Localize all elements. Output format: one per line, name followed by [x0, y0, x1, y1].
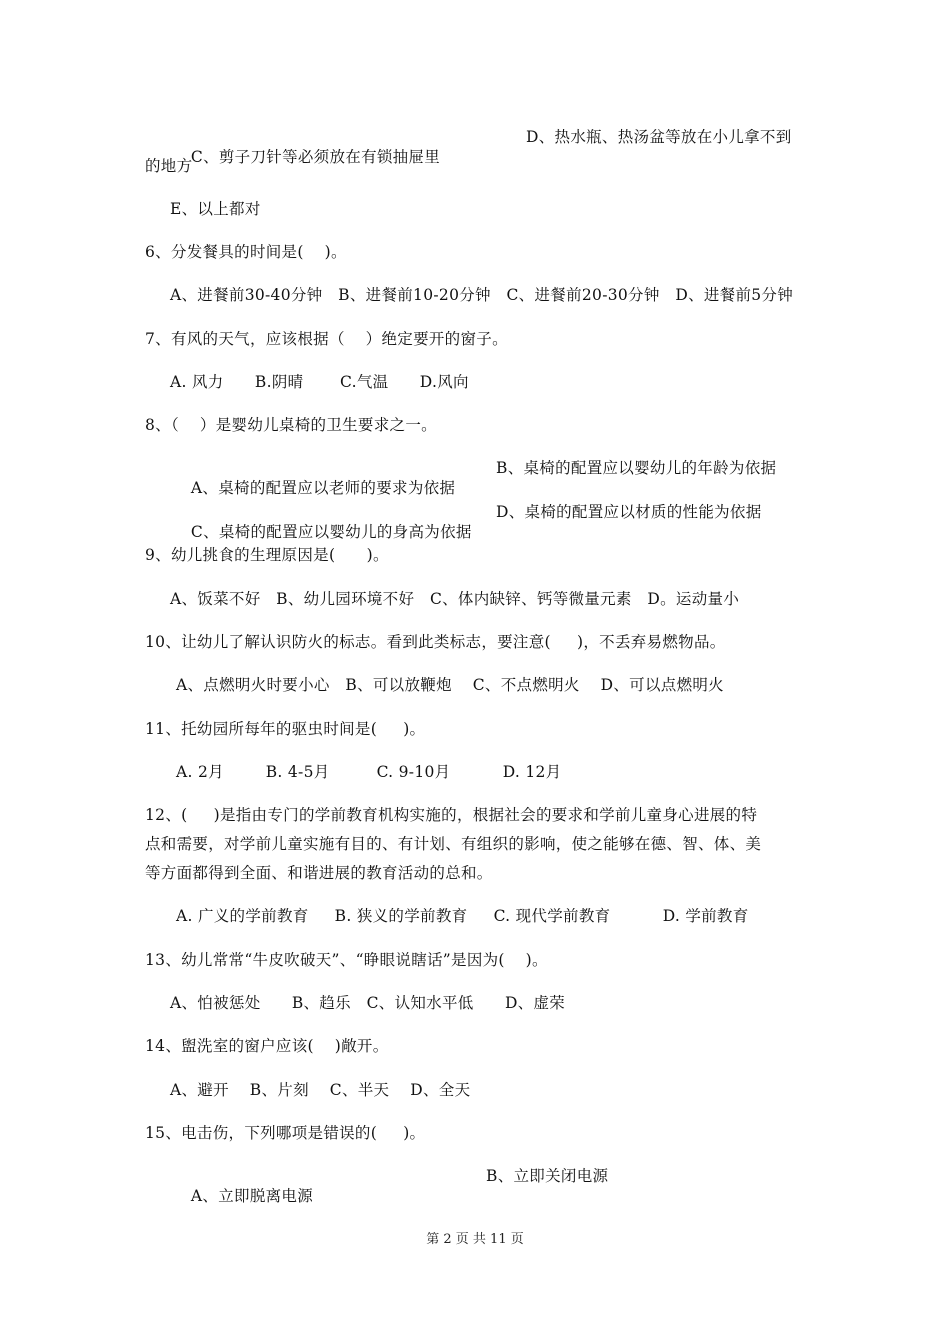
question-14-options: A、避开 B、片刻 C、半天 D、全天 [170, 1081, 471, 1099]
question-12-options: A. 广义的学前教育 B. 狭义的学前教育 C. 现代学前教育 D. 学前教育 [176, 907, 749, 925]
question-11-options: A. 2月 B. 4-5月 C. 9-10月 D. 12月 [176, 763, 562, 781]
q5-option-d: D、热水瓶、热汤盆等放在小儿拿不到 [526, 128, 792, 146]
q8-option-a: A、桌椅的配置应以老师的要求为依据 [190, 479, 456, 497]
q5-option-c-row [170, 127, 792, 207]
question-15: 15、电击伤，下列哪项是错误的( )。 [145, 1124, 426, 1142]
question-6: 6、分发餐具的时间是( )。 [145, 243, 347, 261]
q15-option-b: B、立即关闭电源 [486, 1167, 609, 1185]
question-10-options: A、点燃明火时要小心 B、可以放鞭炮 C、不点燃明火 D、可以点燃明火 [176, 676, 724, 694]
question-9: 9、幼儿挑食的生理原因是( )。 [145, 546, 389, 564]
question-6-options: A、进餐前30-40分钟 B、进餐前10-20分钟 C、进餐前20-30分钟 D、进餐前5分钟 [170, 286, 794, 304]
question-13-options: A、怕被惩处 B、趋乐 C、认知水平低 D、虚荣 [170, 994, 566, 1012]
q5-option-d-continued: 的地方 [145, 157, 193, 175]
page-number-footer: 第 2 页 共 11 页 [426, 1232, 524, 1247]
question-8: 8、（ ）是婴幼儿桌椅的卫生要求之一。 [145, 416, 437, 434]
q15-option-a: A、立即脱离电源 [190, 1187, 314, 1205]
question-8-options-cd [170, 502, 762, 582]
q5-option-e: E、以上都对 [170, 200, 261, 218]
question-12-line-3: 等方面都得到全面、和谐进展的教育活动的总和。 [145, 864, 493, 882]
question-7-options: A. 风力 B.阴晴 C.气温 D.风向 [170, 373, 469, 391]
q5-option-c: C、剪子刀针等必须放在有锁抽屉里 [190, 148, 441, 166]
question-10: 10、让幼儿了解认识防火的标志。看到此类标志，要注意( )，不丢弃易燃物品。 [145, 633, 726, 651]
question-11: 11、托幼园所每年的驱虫时间是( )。 [145, 720, 426, 738]
q8-option-c: C、桌椅的配置应以婴幼儿的身高为依据 [190, 523, 472, 541]
question-9-options: A、饭菜不好 B、幼儿园环境不好 C、体内缺锌、钙等微量元素 D。运动量小 [170, 590, 740, 608]
q8-option-b: B、桌椅的配置应以婴幼儿的年龄为依据 [496, 459, 777, 477]
question-7: 7、有风的天气，应该根据（ ）绝定要开的窗子。 [145, 330, 508, 348]
q8-option-d: D、桌椅的配置应以材质的性能为依据 [496, 503, 762, 521]
question-12-line-2: 点和需要，对学前儿童实施有目的、有计划、有组织的影响，使之能够在德、智、体、美 [145, 835, 762, 853]
question-13: 13、幼儿常常“牛皮吹破天”、“睁眼说瞎话”是因为( )。 [145, 951, 548, 969]
question-14: 14、盥洗室的窗户应该( )敞开。 [145, 1037, 389, 1055]
question-12-line-1: 12、( )是指由专门的学前教育机构实施的，根据社会的要求和学前儿童身心进展的特 [145, 806, 758, 824]
